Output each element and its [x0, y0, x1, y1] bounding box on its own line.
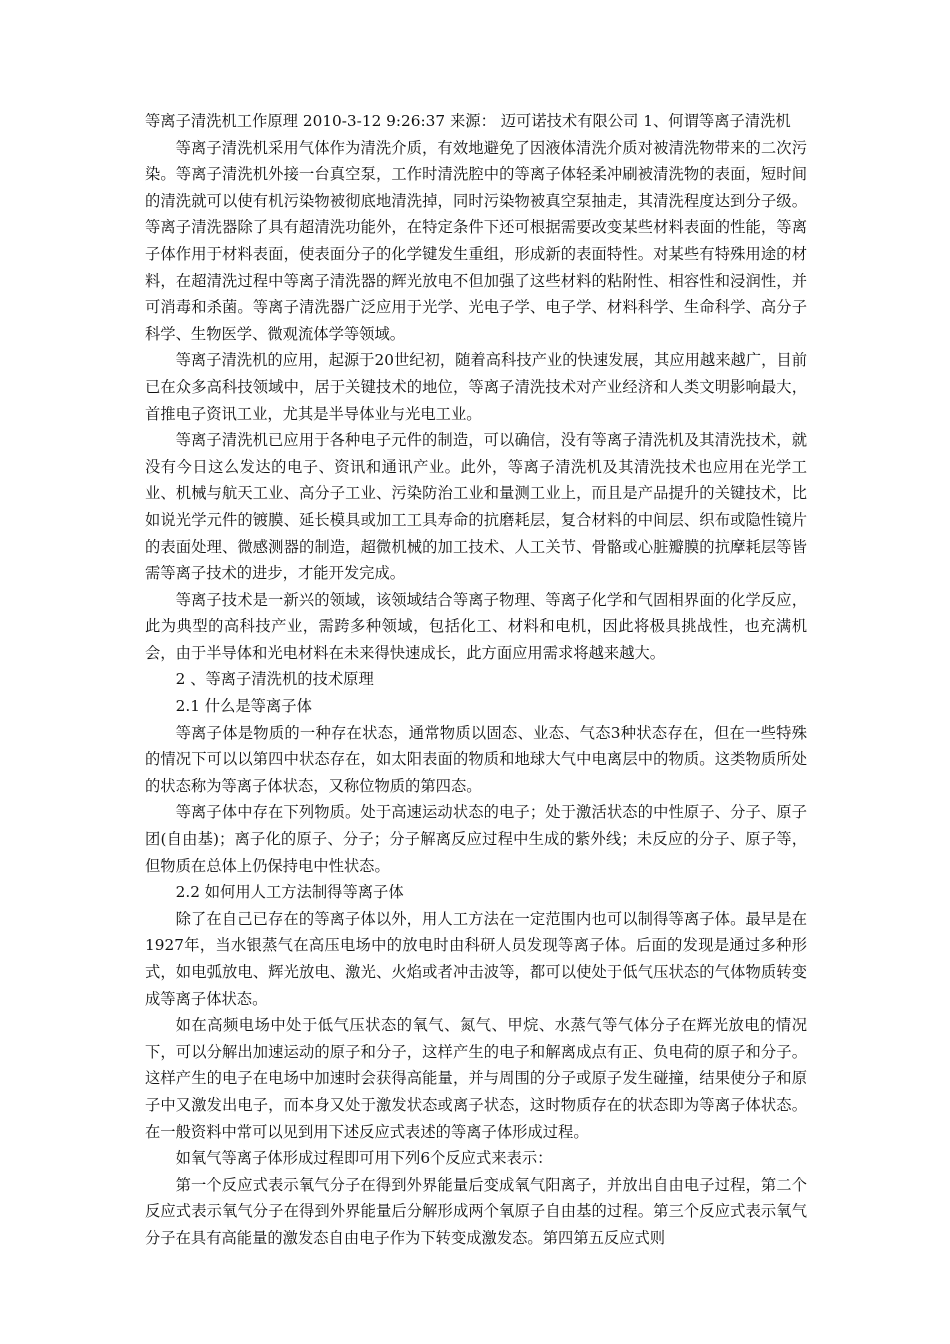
paragraph-oxygen-reactions-intro: 如氧气等离子体形成过程即可用下列6个反应式来表示： — [175, 1149, 553, 1168]
paragraph-artificial-plasma: 除了在自己已存在的等离子体以外，用人工方法在一定范围内也可以制得等离子体。最早是在1927年，当水银蒸气在高压电场中的放电时由科研人员发现等离子体。后面的发现是通过多种形式，如电弧放电、辉光放电、激光、火焰或者冲击波等，都可以使处于低气压状态的气体物质转变成等离子体状态。 — [145, 909, 807, 1008]
paragraph-intro: 等离子清洗机采用气体作为清洗介质，有效地避免了因液体清洗介质对被清洗物带来的二次污染。等离子清洗机外接一台真空泵，工作时清洗腔中的等离子体轻柔冲刷被清洗物的表面，短时间的清洗就可以使有机污染物被彻底地清洗掉，同时污染物被真空泵抽走，其清洗程度达到分子级。等离子清洗器除了具有超清洗功能外，在特定条件下还可根据需要改变某些材料表面的性能，等离子体作用于材料表面，使表面分子的化学键发生重组，形成新的表面特性。对某些有特殊用途的材料，在超清洗过程中等离子清洗器的辉光放电不但加强了这些材料的粘附性、相容性和浸润性，并可消毒和杀菌。等离子清洗器广泛应用于光学、光电子学、电子学、材料科学、生命科学、高分子科学、生物医学、微观流体学等领域。 — [145, 138, 807, 343]
paragraph-glow-discharge: 如在高频电场中处于低气压状态的氧气、氮气、甲烷、水蒸气等气体分子在辉光放电的情况下，可以分解出加速运动的原子和分子，这样产生的电子和解离成点有正、负电荷的原子和分子。这样产生的电子在电场中加速时会获得高能量，并与周围的分子或原子发生碰撞，结果使分子和原子中又激发出电子，而本身又处于激发状态或离子状态，这时物质存在的状态即为等离子体状态。在一般资料中常可以见到用下述反应式表述的等离子体形成过程。 — [145, 1016, 807, 1141]
paragraph-emerging-field: 等离子技术是一新兴的领域，该领域结合等离子物理、等离子化学和气固相界面的化学反应，此为典型的高科技产业，需跨多种领域，包括化工、材料和电机，因此将极具挑战性，也充满机会，由于半导体和光电材料在未来得快速成长，此方面应用需求将越来越大。 — [145, 590, 807, 662]
paragraph-electronics-use: 等离子清洗机已应用于各种电子元件的制造，可以确信，没有等离子清洗机及其清洗技术，就没有今日这么发达的电子、资讯和通讯产业。此外，等离子清洗机及其清洗技术也应用在光学工业、机械与航天工业、高分子工业、污染防治工业和量测工业上，而且是产品提升的关键技术，比如说光学元件的镀膜、延长模具或加工工具寿命的抗磨耗层，复合材料的中间层、织布或隐性镜片的表面处理、微感测器的制造，超微机械的加工技术、人工关节、骨骼或心脏瓣膜的抗摩耗层等皆需等离子技术的进步，才能开发完成。 — [145, 431, 807, 583]
paragraph-application-origin: 等离子清洗机的应用，起源于20世纪初，随着高科技产业的快速发展，其应用越来越广，目前已在众多高科技领域中，居于关键技术的地位，等离子清洗技术对产业经济和人类文明影响最大，首推电子资讯工业，尤其是半导体业与光电工业。 — [145, 351, 807, 423]
section-heading-2-1: 2.1 什么是等离子体 — [175, 697, 312, 716]
document-header-line: 等离子清洗机工作原理 2010-3-12 9:26:37 来源： 迈可诺技术有限公司 1、何谓等离子清洗机 — [145, 112, 791, 130]
paragraph-plasma-contents: 等离子体中存在下列物质。处于高速运动状态的电子；处于激活状态的中性原子、分子、原子团(自由基)；离子化的原子、分子；分子解离反应过程中生成的紫外线；未反应的分子、原子等，但物质在总体上仍保持电中性状态。 — [145, 803, 807, 875]
paragraph-reaction-explanation: 第一个反应式表示氧气分子在得到外界能量后变成氧气阳离子，并放出自由电子过程，第二个反应式表示氧气分子在得到外界能量后分解形成两个氧原子自由基的过程。第三个反应式表示氧气分子在具有高能量的激发态自由电子作为下转变成激发态。第四第五反应式则 — [145, 1175, 807, 1247]
section-heading-2-2: 2.2 如何用人工方法制得等离子体 — [175, 883, 404, 902]
document-page — [145, 108, 807, 1252]
section-heading-2: 2 、等离子清洗机的技术原理 — [175, 670, 374, 689]
paragraph-plasma-definition: 等离子体是物质的一种存在状态，通常物质以固态、业态、气态3种状态存在，但在一些特殊的情况下可以以第四中状态存在，如太阳表面的物质和地球大气中电离层中的物质。这类物质所处的状态称为等离子体状态，又称位物质的第四态。 — [145, 723, 807, 795]
